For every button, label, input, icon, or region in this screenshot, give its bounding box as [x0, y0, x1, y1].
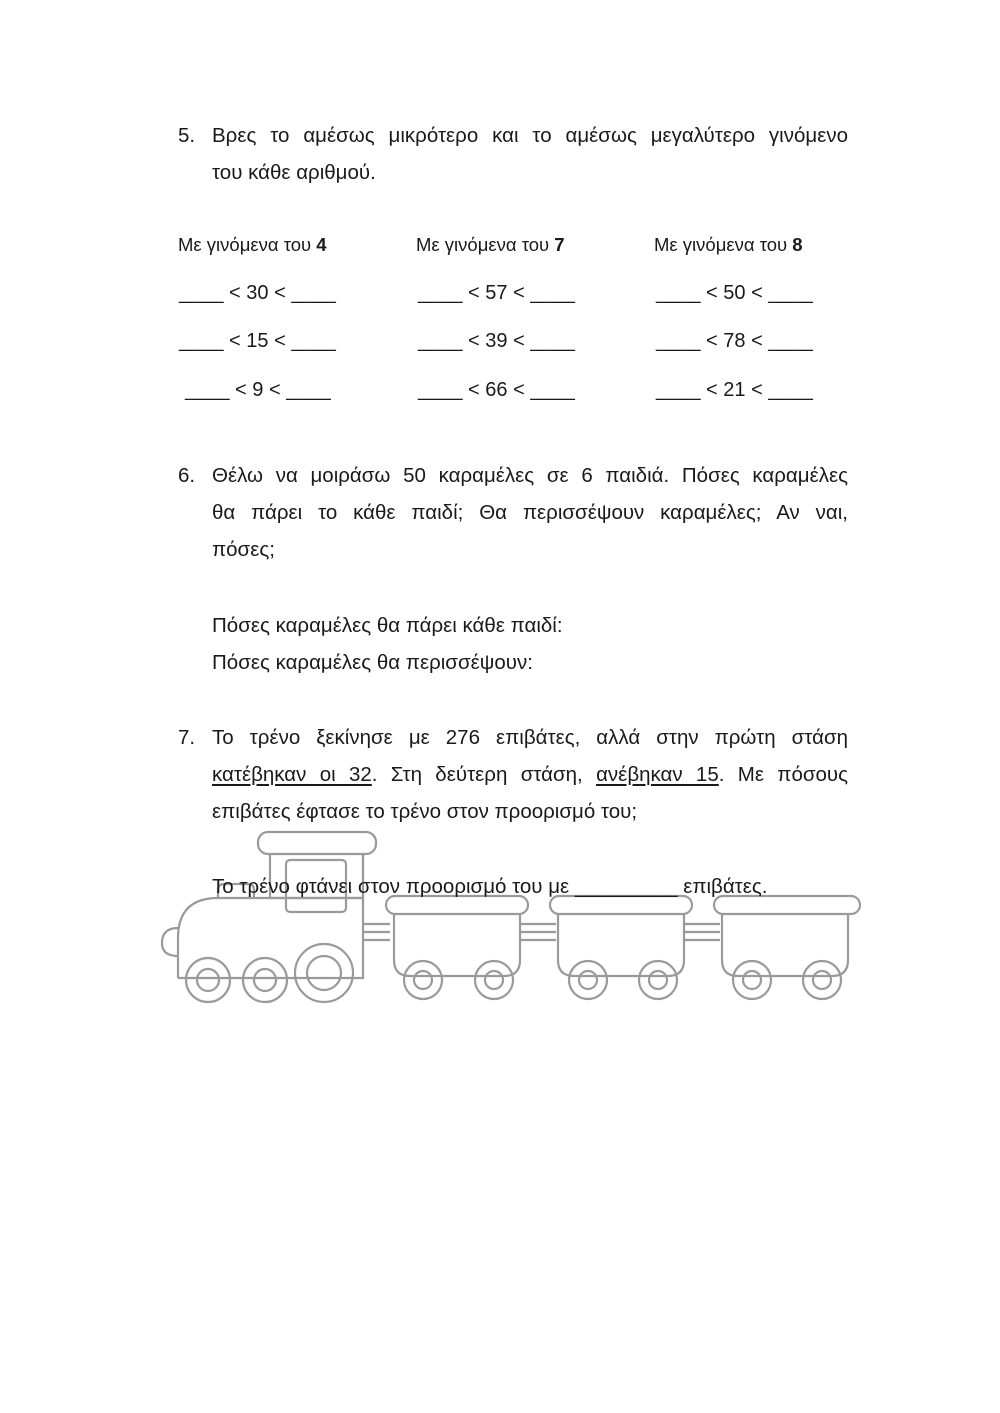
col-header-factor: 4: [316, 234, 327, 255]
q5-col-header-4: [178, 234, 327, 256]
inequality-blank[interactable]: ____ < 9 < ____: [185, 379, 331, 401]
inequality-blank[interactable]: ____ < 66 < ____: [418, 379, 575, 401]
q5-col-header-7: [416, 234, 565, 256]
inequality-blank[interactable]: ____ < 30 < ____: [179, 282, 336, 304]
q7-underline-on: ανέβηκαν 15: [596, 763, 719, 786]
q7-answer-blank[interactable]: _________: [574, 875, 678, 898]
q6-text-line2: θα πάρει το κάθε παιδί; Θα περισσέψουν καραμέλες; Αν ναι,: [212, 501, 848, 524]
q7-answer-suffix: επιβάτες.: [677, 875, 768, 898]
q7-number: 7.: [178, 726, 196, 749]
col-header-prefix: Με γινόμενα του: [178, 234, 317, 255]
q7-answer-line: [212, 868, 768, 905]
q7-underline-off: κατέβηκαν οι 32: [212, 763, 372, 786]
q5-number: 5.: [178, 124, 196, 147]
col-header-factor: 7: [554, 234, 565, 255]
inequality-blank[interactable]: ____ < 78 < ____: [656, 330, 813, 352]
q5-text-line2: του κάθε αριθμού.: [212, 161, 376, 184]
q6-number: 6.: [178, 464, 196, 487]
q6-answer-remaining[interactable]: Πόσες καραμέλες θα περισσέψουν:: [212, 651, 533, 674]
q7-text-mid: . Στη δεύτερη στάση,: [371, 763, 597, 786]
col-header-prefix: Με γινόμενα του: [654, 234, 793, 255]
q7-text-end: . Με πόσους: [718, 763, 848, 786]
inequality-blank[interactable]: ____ < 50 < ____: [656, 282, 813, 304]
inequality-blank[interactable]: ____ < 57 < ____: [418, 282, 575, 304]
q6-text-line1: Θέλω να μοιράσω 50 καραμέλες σε 6 παιδιά. Πόσες καραμέλες: [212, 464, 848, 487]
q7-text-line2: [212, 756, 848, 793]
inequality-blank[interactable]: ____ < 39 < ____: [418, 330, 575, 352]
inequality-blank[interactable]: ____ < 21 < ____: [656, 379, 813, 401]
q7-text-line1: Το τρένο ξεκίνησε με 276 επιβάτες, αλλά στην πρώτη στάση: [212, 726, 848, 749]
q7-answer-prefix: Το τρένο φτάνει στον προορισμό του με: [212, 875, 575, 898]
col-header-prefix: Με γινόμενα του: [416, 234, 555, 255]
q6-text-line3: πόσες;: [212, 538, 275, 561]
q6-answer-per-child[interactable]: Πόσες καραμέλες θα πάρει κάθε παιδί:: [212, 614, 563, 637]
col-header-factor: 8: [792, 234, 803, 255]
inequality-blank[interactable]: ____ < 15 < ____: [179, 330, 336, 352]
q5-text-line1: Βρες το αμέσως μικρότερο και το αμέσως μεγαλύτερο γινόμενο: [212, 124, 848, 147]
q7-text-line3: επιβάτες έφτασε το τρένο στον προορισμό του;: [212, 800, 638, 823]
q5-col-header-8: [654, 234, 803, 256]
